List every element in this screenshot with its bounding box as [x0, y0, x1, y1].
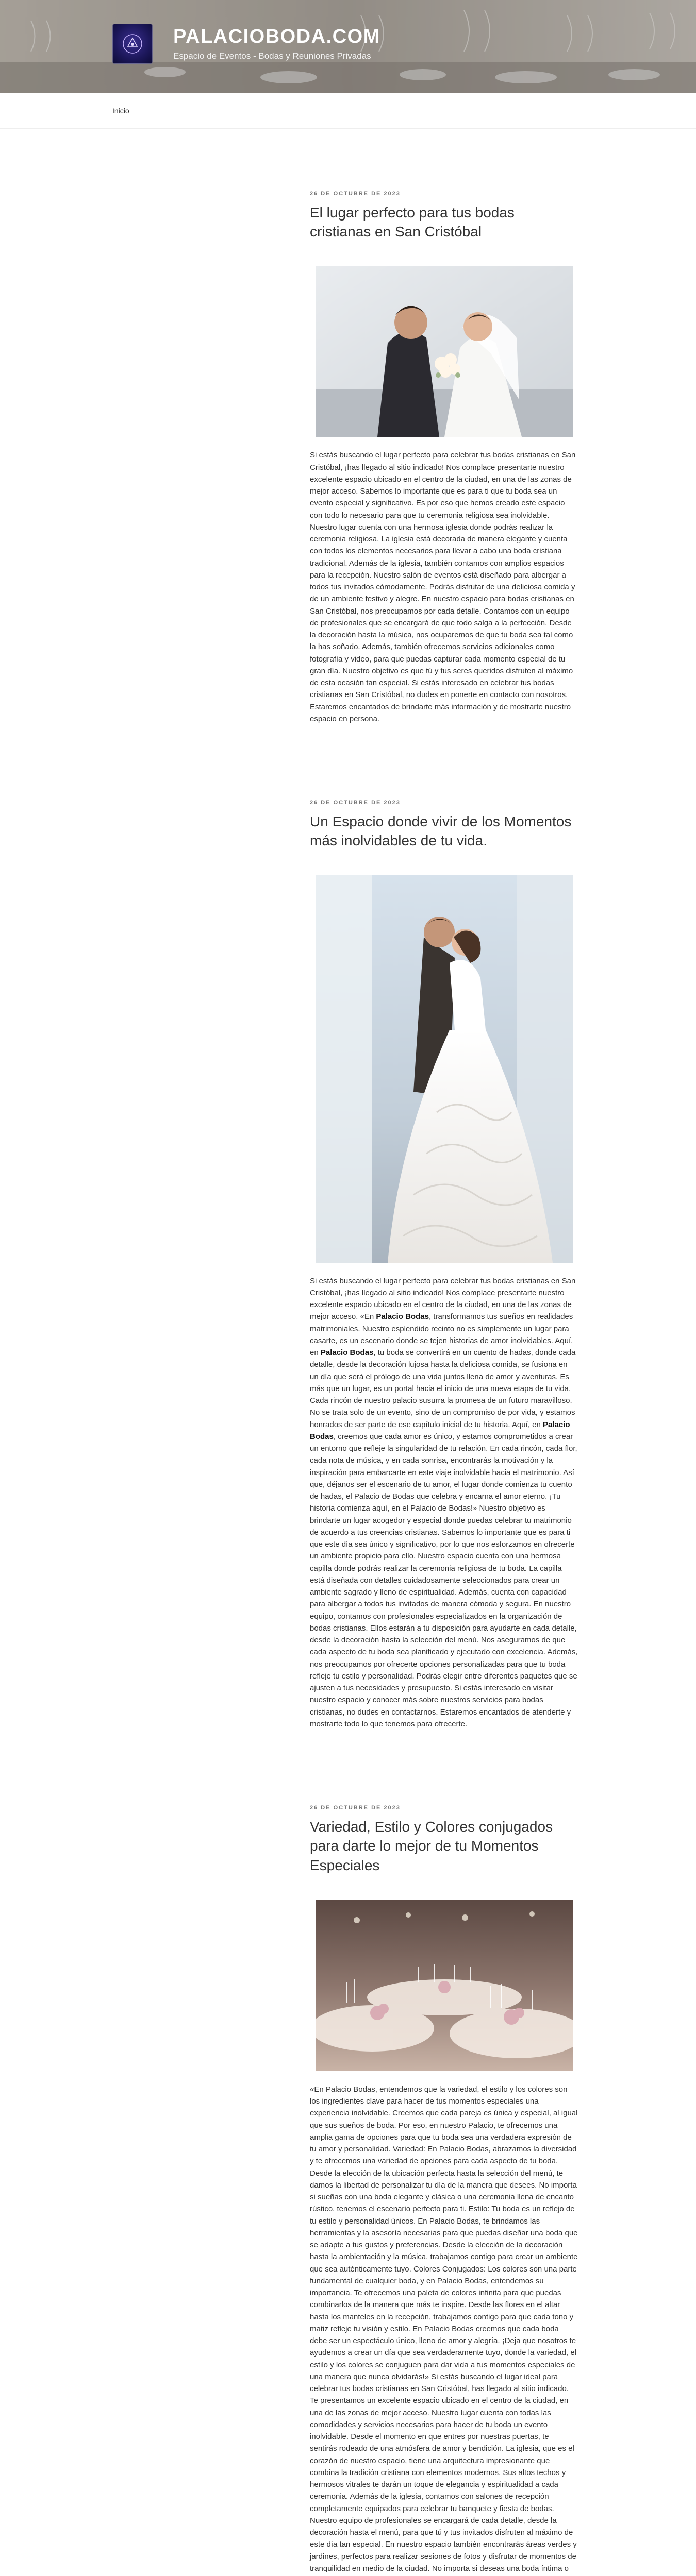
- nav-item-home[interactable]: Inicio: [112, 106, 129, 115]
- post-3: [310, 1805, 578, 2576]
- post-title[interactable]: Un Espacio donde vivir de los Momentos más inolvidables de tu vida.: [310, 814, 572, 849]
- site-header: [0, 0, 696, 93]
- post-featured-image[interactable]: [316, 1900, 573, 2071]
- bride-groom-kiss-image: [316, 875, 573, 1263]
- post-title[interactable]: Variedad, Estilo y Colores conjugados para darte lo mejor de tu Momentos Especiales: [310, 1819, 553, 1873]
- site-branding: [112, 24, 380, 64]
- post-date[interactable]: 26 DE OCTUBRE DE 2023: [310, 1805, 401, 1811]
- banquet-hall-image: [316, 1900, 573, 2071]
- post-featured-image[interactable]: [316, 266, 573, 437]
- post-content: «En Palacio Bodas, entendemos que la variedad, el estilo y los colores son los ingredientes clave para hacer de tus momentos especiales una experiencia inolvidable. Creemos que cada pareja es única y especial, al igual que sus sueños de boda. Por eso, en nuestro Palacio, te ofrecemos una amplia gama de opciones para que tu boda sea una verdadera expresión de tu amor y personalidad. Variedad: En Palacio Bodas, abrazamos la diversidad y te ofrecemos una variedad de opciones para cada aspecto de tu boda. Desde la elección de la ubicación perfecta hasta la selección del menú, te damos la libertad de personalizar tu día de la manera que desees. No importa si sueñas con una boda elegante y clásica o una ceremonia llena de encanto rústico, tenemos el escenario perfecto para ti. Estilo: Tu boda es un reflejo de tu estilo y personalidad únicos. En Palacio Bodas, te brindamos las herramientas y la asesoría necesarias para que puedas diseñar una boda que se adapte a tus gustos y preferencias. Desde la elección de la decoración hasta la ambientación y la música, trabajamos contigo para crear un ambiente que sea auténticamente tuyo. Colores Conjugados: Los colores son una parte fundamental de cualquier boda, y en Palacio Bodas, entendemos su importancia. Te ofrecemos una paleta de colores infinita para que puedas combinarlos de la manera que más te inspire. Desde las flores en el altar hasta los manteles en la recepción, trabajamos contigo para que cada tono y matiz refleje tu visión y estilo. En Palacio Bodas creemos que cada boda debe ser un espectáculo único, lleno de amor y alegría. ¡Deja que nosotros te ayudemos a crear un día que sea verdaderamente tuyo, donde la variedad, el estilo y los colores se conjuguen para dar vida a tus momentos especiales de una manera que nunca olvidarás!» Si estás buscando el lugar ideal para celebrar tus bodas cristianas en San Cristóbal, has llegado al sitio indicado. Te presentamos un excelente espacio ubicado en el centro de la ciudad, en una de las zonas de mejor acceso. Nuestro lugar cuenta con todas las comodidades y servicios necesarios para hacer de tu boda un evento inolvidable. Desde el momento en que entres por nuestras puertas, te sentirás rodeado de una atmósfera de amor y bendición. La iglesia, que es el corazón de nuestro espacio, tiene una arquitectura impresionante que combina la tradición cristiana con elementos modernos. Sus altos techos y hermosos vitrales te darán un toque de elegancia y espiritualidad a cada ceremonia. Además de la iglesia, contamos con salones de recepción completamente equipados para celebrar tu banquete y fiesta de bodas. Nuestro equipo de profesionales se encargará de cada detalle, desde la decoración hasta el menú, para que tú y tus invitados disfruten al máximo de este día tan especial. En nuestro espacio también encontrarás áreas verdes y jardines, perfectos para realizar sesiones de fotos y disfrutar de momentos de tranquilidad en medio de la ciudad. No importa si deseas una boda íntima o: [310, 2084, 578, 2573]
- post-title[interactable]: El lugar perfecto para tus bodas cristianas en San Cristóbal: [310, 205, 515, 240]
- post-date[interactable]: 26 DE OCTUBRE DE 2023: [310, 800, 401, 806]
- brand-highlight: Palacio Bodas: [310, 1420, 570, 1441]
- post-1: [310, 191, 578, 725]
- main-navigation: [0, 93, 696, 129]
- wedding-couple-image: [316, 266, 573, 437]
- post-featured-image[interactable]: [316, 875, 573, 1263]
- post-content: Si estás buscando el lugar perfecto para celebrar tus bodas cristianas en San Cristóbal, ¡has llegado al sitio indicado! Nos complace presentarte nuestro excelente espacio ubicado en el centro de la ciudad, en una de las zonas de mejor acceso. Sabemos lo importante que es para ti que tu boda sea un evento especial y significativo. Es por eso que hemos creado este espacio con todo lo necesario para que tu ceremonia religiosa sea inolvidable. Nuestro lugar cuenta con una hermosa iglesia donde podrás realizar la ceremonia religiosa. La iglesia está decorada de manera elegante y cuenta con todos los elementos necesarios para llevar a cabo una boda cristiana tradicional. Además de la iglesia, también contamos con amplios espacios para la recepción. Nuestro salón de eventos está diseñado para albergar a todos tus invitados cómodamente. Podrás disfrutar de una deliciosa comida y de un ambiente festivo y alegre. En nuestro espacio para bodas cristianas en San Cristóbal, nos preocupamos por cada detalle. Contamos con un equipo de profesionales que se encargará de que todo salga a la perfección. Desde la decoración hasta la música, nos ocuparemos de que tu boda sea tal como la has soñado. Además, también ofrecemos servicios adicionales como fotografía y video, para que puedas capturar cada momento especial de tu gran día. Nuestro objetivo es que tú y tus seres queridos disfruten al máximo de esta ocasión tan especial. Si estás interesado en celebrar tus bodas cristianas en San Cristóbal, no dudes en ponerte en contacto con nosotros. Estaremos encantados de brindarte más información y de mostrarte nuestro espacio en persona.: [310, 451, 576, 723]
- post-date[interactable]: 26 DE OCTUBRE DE 2023: [310, 191, 401, 197]
- logo-emblem-icon: [121, 32, 144, 56]
- posts-list: [0, 129, 696, 2576]
- site-logo[interactable]: [112, 24, 153, 64]
- post-2: [310, 800, 578, 1730]
- site-description: Espacio de Eventos - Bodas y Reuniones Privadas: [173, 50, 371, 61]
- brand-highlight: Palacio Bodas: [376, 1312, 429, 1321]
- brand-highlight: Palacio Bodas: [320, 1348, 374, 1358]
- post-content: Si estás buscando el lugar perfecto para celebrar tus bodas cristianas en San Cristóbal, ¡has llegado al sitio indicado! Nos complace presentarte nuestro excelente espacio ubicado en el centro de la ciudad, en una de las zonas de mejor acceso. «En Palacio Bodas, transformamos tus sueños en realidades matrimoniales. Nuestro esplendido recinto no es simplemente un lugar para casarte, es un escenario donde se tejen historias de amor inolvidables. Aquí, en Palacio Bodas, tu boda se convertirá en un cuento de hadas, donde cada detalle, desde la decoración lujosa hasta la deliciosa comida, se fusiona en un día que será el prólogo de una vida juntos llena de amor y aventuras. Es más que un lugar, es un portal hacia el inicio de una nueva etapa de tu vida. Cada rincón de nuestro palacio susurra la promesa de un futuro maravilloso. No se trata solo de un evento, sino de un compromiso de por vida, y estamos honrados de ser parte de ese capítulo inicial de tu historia. Aquí, en Palacio Bodas, creemos que cada amor es único, y estamos comprometidos a crear un entorno que refleje la singularidad de tu relación. En cada rincón, cada flor, cada nota de música, y en cada sonrisa, encontrarás la motivación y la inspiración para embarcarte en este viaje inolvidable hacia el matrimonio. Así que, déjanos ser el escenario de tu amor, el lugar donde comienza tu cuento de hadas, el Palacio de Bodas que celebra y encarna el amor eterno. ¡Tu historia comienza aquí, en el Palacio de Bodas!» Nuestro objetivo es brindarte un lugar acogedor y especial donde puedas celebrar tu matrimonio de acuerdo a tus creencias cristianas. Sabemos lo importante que es para ti que este día sea único y significativo, por lo que nos esforzamos en ofrecerte un ambiente propicio para ello. Nuestro espacio cuenta con una hermosa capilla donde podrás realizar la ceremonia religiosa de tu boda. La capilla está diseñada con detalles cuidadosamente seleccionados para crear un ambiente sagrado y lleno de espiritualidad. Además, cuenta con capacidad para albergar a todos tus invitados de manera cómoda y segura. En nuestro equipo, contamos con profesionales especializados en la organización de bodas cristianas. Ellos estarán a tu disposición para ayudarte en cada detalle, desde la decoración hasta la selección del menú. Nos aseguramos de que cada aspecto de tu boda sea planificado y ejecutado con excelencia. Además, nos preocupamos por ofrecerte opciones personalizadas para que tu boda refleje tu estilo y personalidad. Podrás elegir entre diferentes paquetes que se ajusten a tus necesidades y presupuesto. Si estás interesado en visitar nuestro espacio y conocer más sobre nuestros servicios para bodas cristianas, no dudes en contactarnos. Estaremos encantados de atenderte y mostrarte todo lo que tenemos para ofrecerte.: [310, 1276, 578, 1728]
- site-title[interactable]: PALACIOBODA.COM: [173, 26, 380, 48]
